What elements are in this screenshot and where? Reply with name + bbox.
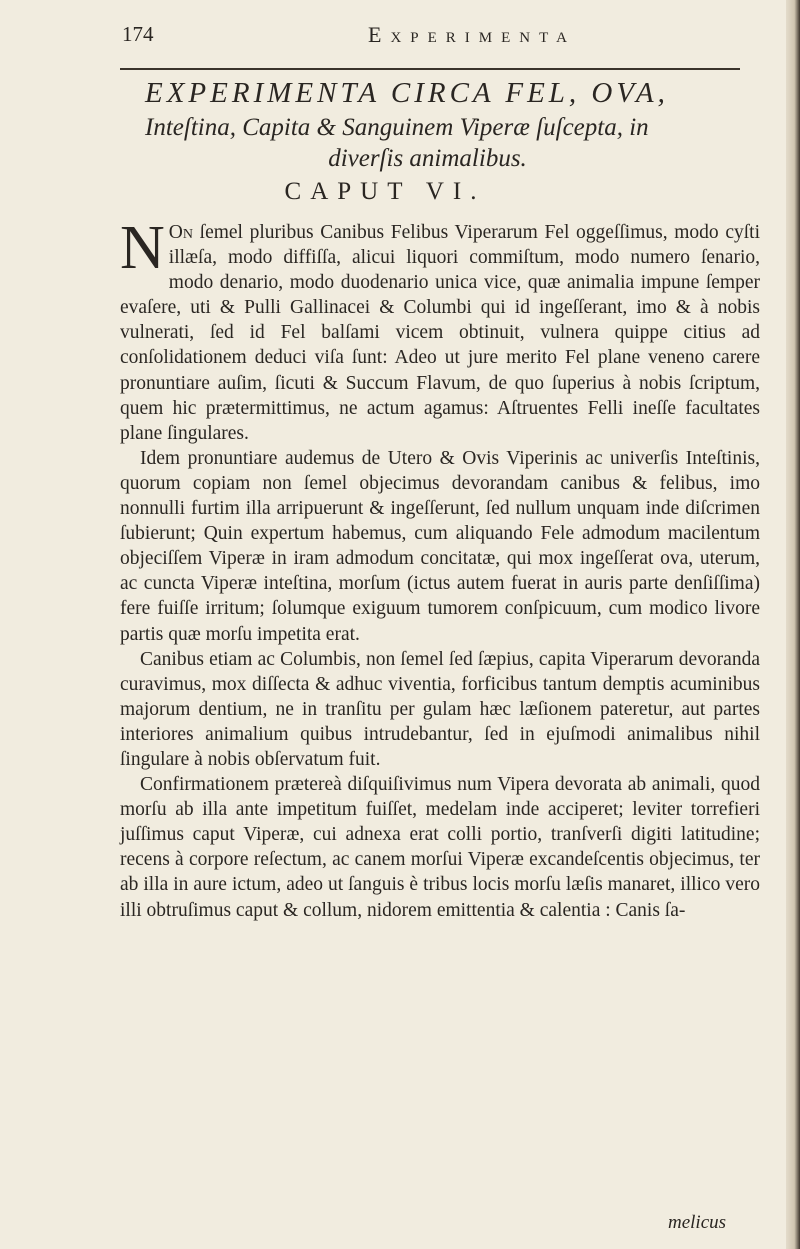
paragraph-4: Confirmationem prætereà diſquiſivimus num Vipera devorata ab animali, quod morſu ab illa ante impetitum fuiſſet, medelam inde acciperet; leviter torrefieri juſſimus caput Viperæ, cui adnexa erat colli portio, tranſverſi digiti latitudine; recens à corpore reſectum, ac canem morſui Viperæ excandeſcentis objecimus, ter ab illa in aure ictum, adeo ut ſanguis è tribus locis morſu læſis manaret, illico vero illi obtruſimus caput & collum, nidorem emittentia & calentia : Canis ſa- [120, 774, 760, 921]
header-rule [120, 68, 740, 70]
subtitle-line-2: diverſis animalibus. [328, 145, 527, 172]
drop-capital: N [120, 214, 165, 282]
catchword: melicus [668, 1212, 727, 1233]
opening-word: On [168, 222, 193, 243]
running-title: Experimenta [368, 22, 576, 47]
paragraph-3: Canibus etiam ac Columbis, non ſemel ſed ſæpius, capita Viperarum devoranda curavimus, mox diſſecta & adhuc viventia, forficibus tantum demptis acuminibus majorum dentium, ne in tranſitu per gulam hæc læſionem pateretur, aut partes interiores animalium quibus intrudebantur, ſed in ejuſmodi animalibus nihil ſingulare à nobis obſervatum fuit. [120, 648, 760, 770]
paragraph-1-text: ſemel pluribus Canibus Felibus Viperarum Fel oggeſſimus, modo cyſti illæſa, modo diffiſſa, alicui liquori commiſtum, modo numero ſenario, modo denario, modo duodenario unica vice, quæ animalia impune ſemper evaſere, uti & Pulli Gallinacei & Columbi qui id ingeſſerant, imo & à nobis vulnerati, ſed id Fel balſami vicem obtinuit, vulnera quippe citius ad conſolidationem deduci viſa ſunt: Adeo ut jure merito Fel plane veneno carere pronuntiare auſim, ſicuti & Succum Flavum, de quo ſuperius à nobis ſcriptum, quem hic prætermittimus, ne actum agamus: Aſtruentes Felli ineſſe facultates plane ſingulares. [120, 222, 760, 444]
chapter-subtitle [145, 112, 750, 174]
paragraph-2: Idem pronuntiare audemus de Utero & Ovis Viperinis ac univerſis Inteſtinis, quorum copiam non ſemel objecimus devorandam canibus & felibus, imo nonnulli furtim illa arripuerunt & ingeſſerunt, ſed nullum unquam inde diſcrimen ſubierunt; Quin expertum habemus, cum aliquando Fele admodum macilentum objeciſſem Viperæ in iram admodum concitatæ, qui mox ingeſſerat ova, uterum, ac cuncta Viperæ inteſtina, morſum (ictus autem fuerat in auris parte denſiſſima) fere fuiſſe irritum; ſolumque exiguum tumorem conſpicuum, cum modico livore partis quæ morſu impetita erat. [120, 447, 760, 645]
running-header [0, 22, 800, 52]
subtitle-line-1: Inteſtina, Capita & Sanguinem Viperæ ſuſcepta, in [145, 114, 649, 141]
chapter-title: EXPERIMENTA CIRCA FEL, OVA, [145, 77, 669, 109]
page-number: 174 [122, 22, 154, 46]
body-text [120, 214, 760, 923]
paragraph-1 [120, 214, 760, 446]
chapter-number: CAPUT VI. [284, 178, 486, 205]
